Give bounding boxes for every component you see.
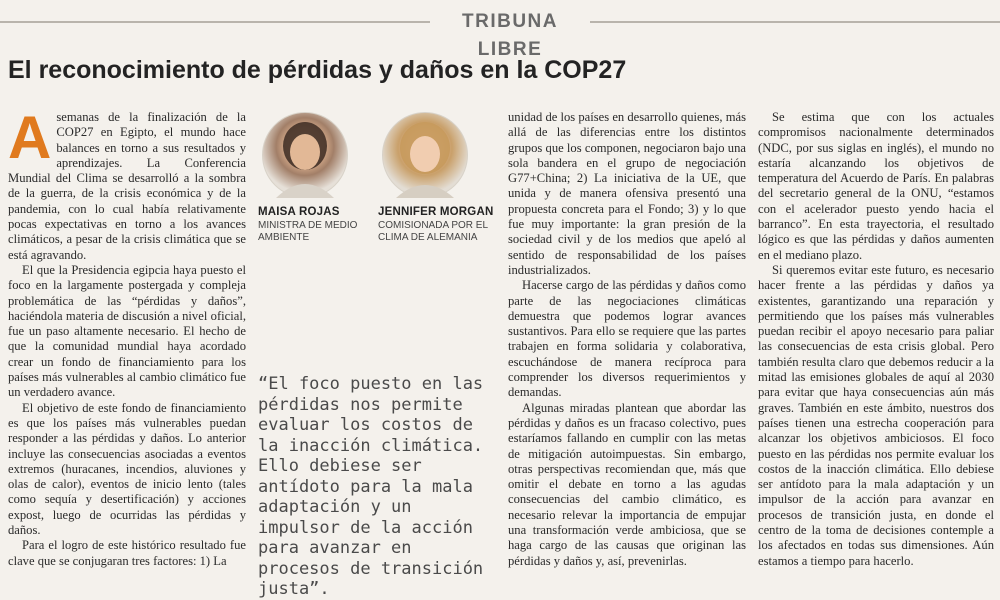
article-paragraph: Algunas miradas plantean que abordar las pérdidas y daños es un fracaso colectivo, pues estaríamos fallando en cumplir con las metas de mitigación autoimpuestas. Sin embargo, otras perspectivas recomiendan que, más que omitir el debate en torno a las agudas consecuencias del cambio climático, es necesario relevar la importancia de empujar una transformación verde ambiciosa, que se haga cargo de las causas que originan las pérdidas y daños y, así, prevenirlas. <box>508 400 746 568</box>
portrait-image <box>262 112 348 198</box>
section-header <box>0 8 1000 60</box>
article-headline: El reconocimiento de pérdidas y daños en la COP27 <box>8 56 627 84</box>
author-photo <box>382 112 468 198</box>
author-card-morgan <box>378 112 498 243</box>
article-column-1 <box>8 104 246 569</box>
drop-cap: A <box>8 104 52 171</box>
article-paragraph: Hacerse cargo de las pérdidas y daños como parte de las negociaciones climáticas demuestra que podemos lograr avances sustantivos. Para ello se requiere que las partes trabajen en forma solidaria y colaborativa, escuchándose de manera recíproca para comprender los diversos requerimientos y demandas. <box>508 278 746 400</box>
section-rule-left <box>0 21 430 23</box>
portrait-image <box>382 112 468 198</box>
article-paragraph: El que la Presidencia egipcia haya puesto el foco en la largamente postergada y compleja problemática de las “pérdidas y daños”, haciéndola materia de discusión a nivel oficial, fue un paso altamente necesario. El hecho de que la comunidad mundial haya acordado crear un fondo de financiamiento para los países más vulnerables al cambio climático fue un verdadero avance. <box>8 262 246 400</box>
author-role: COMISIONADA POR EL CLIMA DE ALEMANIA <box>378 220 488 243</box>
article-paragraph: Asemanas de la finalización de la COP27 en Egipto, el mundo hace balances en torno a sus resultados y aprendizajes. La Conferencia Mundial del Clima se desarrolló a la sombra de la guerra, de la crisis económica y de la pandemia, con lo cual había relativamente pocas expectativas en torno a los avances climáticos, a pesar de la crisis climática que se está agravando. <box>8 104 246 262</box>
article-paragraph: unidad de los países en desarrollo quienes, más allá de las diferencias entre los distintos grupos que los componen, negociaron bajo una sola bandera en el grupo de negociación G77+China; 2) La iniciativa de la UE, que unida y de manera ofensiva presentó una propuesta concreta para el Fondo; 3) y lo que fue muy importante: la gran presión de la sociedad civil y de los medios que apeló al sentido de responsabilidad de los países industrializados. <box>508 110 746 277</box>
article-column-3 <box>508 110 746 569</box>
article-paragraph: Si queremos evitar este futuro, es necesario hacer frente a las pérdidas y daños ya existentes, garantizando una reparación y permitiendo que los países más vulnerables puedan recibir el apoyo necesario para paliar las consecuencias de esta crisis global. Pero también resulta claro que debemos reducir a la mitad las emisiones globales de aquí al 2030 para evitar que haya consecuencias aún más graves. También en este ámbito, nuestros dos países tienen una estrecha cooperación para alcanzar los objetivos ambiciosos. El foco puesto en las pérdidas nos permite evaluar los costos de la inacción climática. Ello debiese ser antídoto para la mala adaptación y un impulsor de la acción para avanzar en procesos de transición justa, en donde el centro de la toma de decisiones contemple a los afectados en todas sus dimensiones. Aún estamos a tiempo para hacerlo. <box>758 262 994 568</box>
article-paragraph: Se estima que con los actuales compromisos nacionalmente determinados (NDC, por sus siglas en inglés), el mundo no estaría alcanzando los objetivos de temperatura del Acuerdo de París. En palabras del secretario general de la ONU, “estamos con el acelerador puesto yendo hacia el barranco”. En esta trayectoria, el resultado lógico es que las pérdidas y daños aumenten en el mediano plazo. <box>758 110 994 262</box>
article-column-4 <box>758 110 994 569</box>
section-label: TRIBUNA LIBRE <box>462 11 558 60</box>
author-name: MAISA ROJAS <box>258 206 340 218</box>
section-rule-right <box>590 21 1000 23</box>
pull-quote: “El foco puesto en las pérdidas nos permite evaluar los costos de la inacción climática. Ello debiese ser antídoto para la mala adaptación y un impulsor de la acción para avanzar en procesos de transición justa”. <box>258 374 484 599</box>
author-photo <box>262 112 348 198</box>
article-paragraph: Para el logro de este histórico resultado fue clave que se conjugaran tres factores: 1) La <box>8 538 246 568</box>
author-name: JENNIFER MORGAN <box>378 206 494 218</box>
author-card-rojas <box>258 112 378 243</box>
author-role: MINISTRA DE MEDIO AMBIENTE <box>258 220 358 243</box>
article-paragraph: El objetivo de este fondo de financiamiento es que los países más vulnerables puedan responder a las pérdidas y daños. Lo anterior incluye las consecuencias asociadas a eventos extremos (huracanes, incendios, aluviones y olas de calor), eventos de inicio lento (tales como sequía y desertificación) y acciones expost, luego de ocurridas las pérdidas y daños. <box>8 400 246 538</box>
